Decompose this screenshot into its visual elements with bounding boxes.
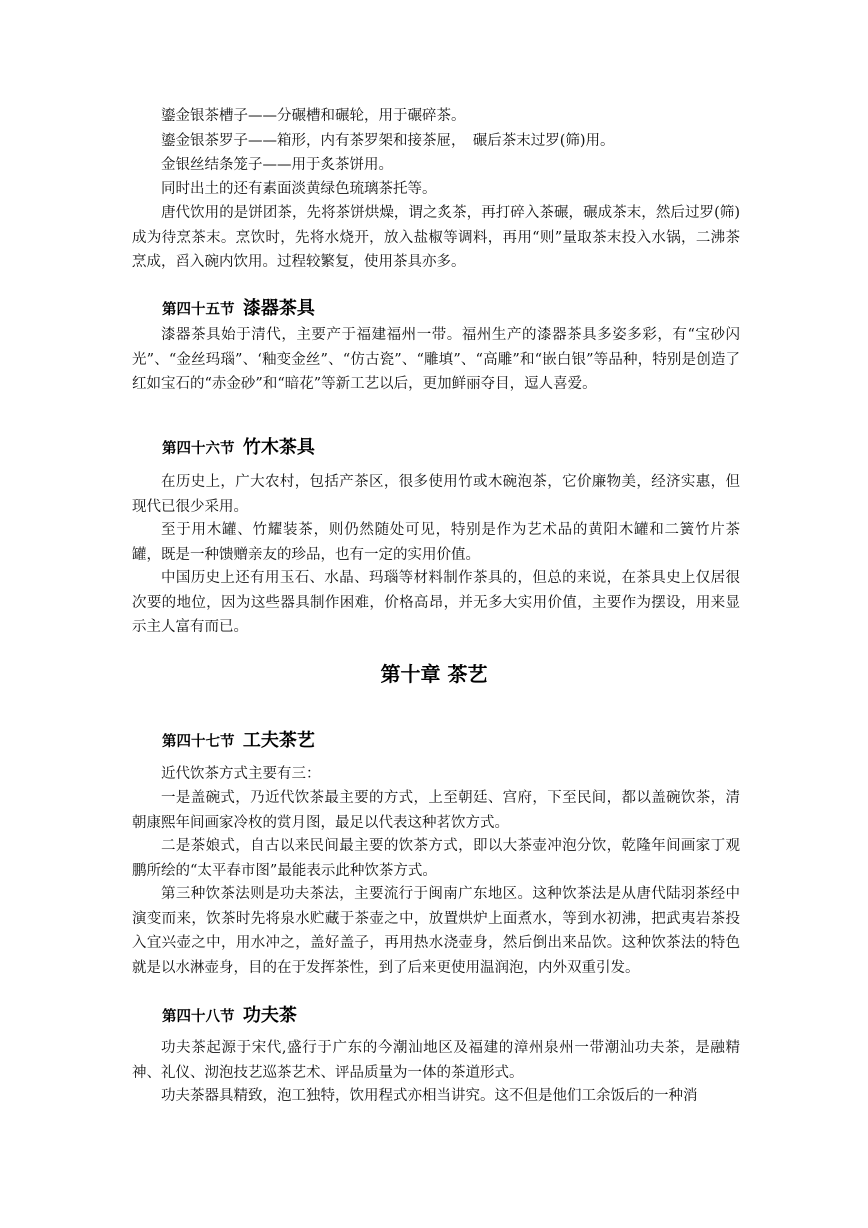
body-paragraph: 中国历史上还有用玉石、水晶、玛瑙等材料制作茶具的，但总的来说，在茶具史上仅居很次要的地位，因为这些器具制作困难，价格高昂，并无多大实用价值，主要作为摆设，用来显示主人富有而已。	[132, 570, 740, 635]
section-title: 工夫茶艺	[242, 730, 315, 751]
body-paragraph: 近代饮茶方式主要有三：	[161, 766, 321, 782]
section-title: 漆器茶具	[242, 298, 315, 319]
body-paragraph: 唐代饮用的是饼团茶，先将茶饼烘燥，谓之炙茶，再打碎入茶碾，碾成茶末，然后过罗(筛)成为待烹茶末。烹饮时，先将水烧开，放入盐椒等调料，再用“则”量取茶末投入水锅，二沸茶烹成，舀入碗内饮用。过程较繁复，使用茶具亦多。	[132, 205, 740, 270]
body-paragraph: 二是茶娘式，自古以来民间最主要的饮茶方式，即以大茶壶冲泡分饮，乾隆年间画家丁观鹏所绘的“太平春市图”最能表示此种饮茶方式。	[132, 838, 740, 879]
body-paragraph: 鎏金银茶槽子——分碾槽和碾轮，用于碾碎茶。	[161, 108, 466, 124]
body-paragraph: 至于用木罐、竹耀装茶，则仍然随处可见，特别是作为艺术品的黄阳木罐和二簧竹片茶罐，既是一种馈赠亲友的珍品，也有一定的实用价值。	[132, 522, 740, 563]
section-title: 功夫茶	[242, 1005, 297, 1026]
section-heading	[162, 724, 315, 752]
body-paragraph: 在历史上，广大农村，包括产茶区，很多使用竹或木碗泡茶，它价廉物美，经济实惠，但现代已很少采用。	[132, 474, 740, 515]
section-heading	[162, 292, 315, 320]
body-paragraph: 第三种饮茶法则是功夫茶法，主要流行于闽南广东地区。这种饮茶法是从唐代陆羽茶经中演变而来，饮茶时先将泉水贮藏于茶壶之中，放置烘炉上面煮水，等到水初沸，把武夷岩茶投入宜兴壶之中，用水冲之，盖好盖子，再用热水浇壶身，然后倒出来品饮。这种饮茶法的特色就是以水淋壶身，目的在于发挥茶性，到了后来更使用温润泡，内外双重引发。	[132, 886, 740, 976]
section-number: 第四十七节	[162, 734, 235, 750]
body-paragraph: 鎏金银茶罗子——箱形，内有茶罗架和接茶屉， 碾后茶末过罗(筛)用。	[161, 133, 615, 149]
body-paragraph: 功夫茶器具精致，泡工独特，饮用程式亦相当讲究。这不但是他们工余饭后的一种消	[161, 1088, 698, 1104]
section-heading	[162, 999, 297, 1027]
body-paragraph: 同时出土的还有素面淡黄绿色琉璃茶托等。	[161, 181, 437, 197]
section-number: 第四十五节	[162, 302, 235, 318]
body-paragraph: 金银丝结条笼子——用于炙茶饼用。	[161, 157, 393, 173]
body-paragraph: 漆器茶具始于清代，主要产于福建福州一带。福州生产的漆器茶具多姿多彩，有“宝砂闪光”、“金丝玛瑙”、‘釉变金丝”、“仿古瓷”、“雕填”、“高雕”和“嵌白银”等品种，特别是创造了红如宝石的“赤金砂”和“暗花”等新工艺以后，更加鲜丽夺目，逗人喜爱。	[132, 327, 740, 392]
body-paragraph: 一是盖碗式，乃近代饮茶最主要的方式，上至朝廷、宫府，下至民间，都以盖碗饮茶，清朝康熙年间画家冷枚的赏月图，最足以代表这种茗饮方式。	[132, 790, 740, 831]
section-number: 第四十六节	[162, 441, 235, 457]
body-paragraph: 功夫茶起源于宋代,盛行于广东的今潮汕地区及福建的漳州泉州一带潮汕功夫茶，是融精神、礼仪、沏泡技艺巡茶艺术、评品质量为一体的茶道形式。	[132, 1040, 740, 1081]
section-title: 竹木茶具	[242, 437, 315, 458]
section-heading	[162, 431, 315, 459]
chapter-title: 第十章 茶艺	[380, 662, 488, 686]
section-number: 第四十八节	[162, 1009, 235, 1025]
